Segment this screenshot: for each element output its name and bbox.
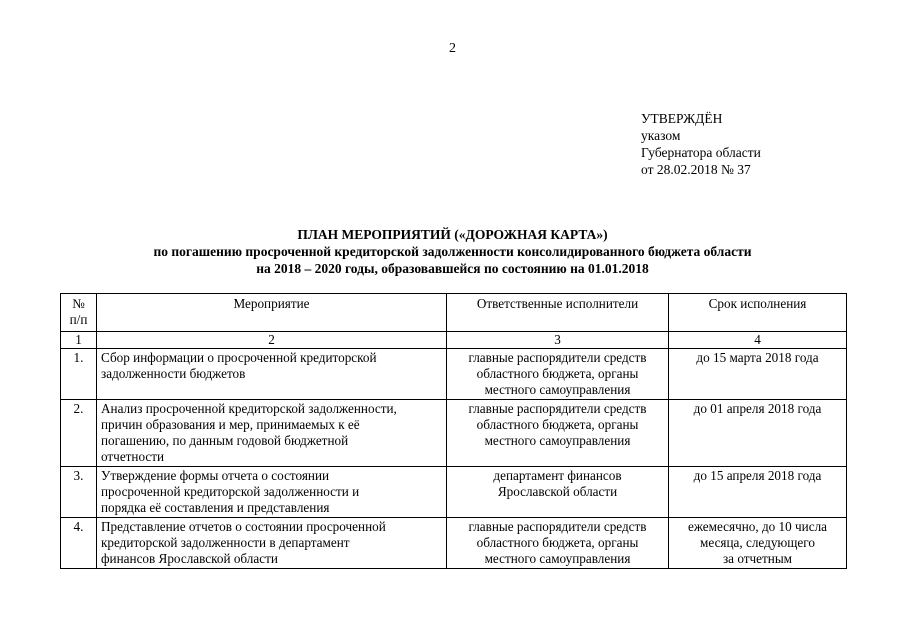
deadline-cell-line: до 01 апреля 2018 года: [693, 401, 822, 416]
event-cell-line: Утверждение формы отчета о состоянии: [101, 468, 330, 483]
responsible-cell-line: главные распорядители средств: [468, 401, 647, 416]
responsible-cell-line: главные распорядители средств: [468, 350, 647, 365]
header-event: Мероприятие: [97, 294, 447, 332]
responsible-cell-line: областного бюджета, органы: [476, 535, 639, 550]
table-row: [61, 400, 847, 467]
event-cell-line: кредиторской задолженности в департамент: [101, 535, 350, 550]
event-cell: [97, 400, 447, 467]
event-cell-line: задолженности бюджетов: [101, 366, 246, 381]
table-header-row: [61, 294, 847, 332]
event-cell: [97, 518, 447, 569]
header-num-line: п/п: [69, 312, 88, 327]
event-cell-line: Анализ просроченной кредиторской задолженности,: [101, 401, 397, 416]
approval-line: Губернатора области: [641, 145, 761, 160]
column-index: 2: [97, 332, 447, 349]
responsible-cell-line: областного бюджета, органы: [476, 366, 639, 381]
approval-line: от 28.02.2018 № 37: [641, 162, 751, 177]
event-cell: [97, 467, 447, 518]
responsible-cell-line: областного бюджета, органы: [476, 417, 639, 432]
document-title: [0, 226, 905, 277]
event-cell-line: погашению, по данным годовой бюджетной: [101, 433, 349, 448]
header-responsible: Ответственные исполнители: [447, 294, 669, 332]
deadline-cell: [669, 400, 847, 467]
deadline-cell-line: до 15 апреля 2018 года: [693, 468, 822, 483]
row-number: 3.: [61, 467, 97, 518]
responsible-cell: [447, 467, 669, 518]
header-deadline: Срок исполнения: [669, 294, 847, 332]
table-row: [61, 518, 847, 569]
responsible-cell-line: местного самоуправления: [484, 433, 631, 448]
deadline-cell: [669, 518, 847, 569]
approval-line: указом: [641, 128, 681, 143]
title-line: по погашению просроченной кредиторской задолженности консолидированного бюджета области: [153, 244, 752, 259]
responsible-cell: [447, 518, 669, 569]
page-number: 2: [449, 41, 456, 56]
deadline-cell-line: до 15 марта 2018 года: [696, 350, 819, 365]
event-cell-line: причин образования и мер, принимаемых к её: [101, 417, 360, 432]
row-number: 4.: [61, 518, 97, 569]
responsible-cell-line: местного самоуправления: [484, 382, 631, 397]
responsible-cell-line: департамент финансов: [493, 468, 622, 483]
header-num-line: №: [72, 296, 85, 311]
table-row: [61, 467, 847, 518]
deadline-cell: [669, 467, 847, 518]
event-cell-line: отчетности: [101, 449, 165, 464]
responsible-cell: [447, 400, 669, 467]
approval-line: УТВЕРЖДЁН: [641, 111, 723, 126]
column-index: 1: [61, 332, 97, 349]
event-cell-line: Сбор информации о просроченной кредиторской: [101, 350, 377, 365]
column-index: 4: [669, 332, 847, 349]
table-row: [61, 349, 847, 400]
event-cell: [97, 349, 447, 400]
approval-stamp: [641, 110, 761, 178]
row-number: 2.: [61, 400, 97, 467]
responsible-cell-line: Ярославской области: [497, 484, 618, 499]
header-num: [61, 294, 97, 332]
responsible-cell: [447, 349, 669, 400]
event-cell-line: просроченной кредиторской задолженности и: [101, 484, 360, 499]
deadline-cell-line: месяца, следующего: [700, 535, 815, 550]
event-cell-line: Представление отчетов о состоянии просроченной: [101, 519, 386, 534]
title-line: ПЛАН МЕРОПРИЯТИЙ («ДОРОЖНАЯ КАРТА»): [297, 227, 608, 242]
row-number: 1.: [61, 349, 97, 400]
deadline-cell-line: за отчетным: [722, 551, 793, 566]
responsible-cell-line: местного самоуправления: [484, 551, 631, 566]
event-cell-line: финансов Ярославской области: [101, 551, 278, 566]
column-index: 3: [447, 332, 669, 349]
responsible-cell-line: главные распорядители средств: [468, 519, 647, 534]
event-cell-line: порядка её составления и представления: [101, 500, 330, 515]
title-line: на 2018 – 2020 годы, образовавшейся по состоянию на 01.01.2018: [256, 261, 649, 276]
deadline-cell: [669, 349, 847, 400]
column-index-row: [61, 332, 847, 349]
deadline-cell-line: ежемесячно, до 10 числа: [687, 519, 828, 534]
plan-table: [60, 293, 847, 569]
